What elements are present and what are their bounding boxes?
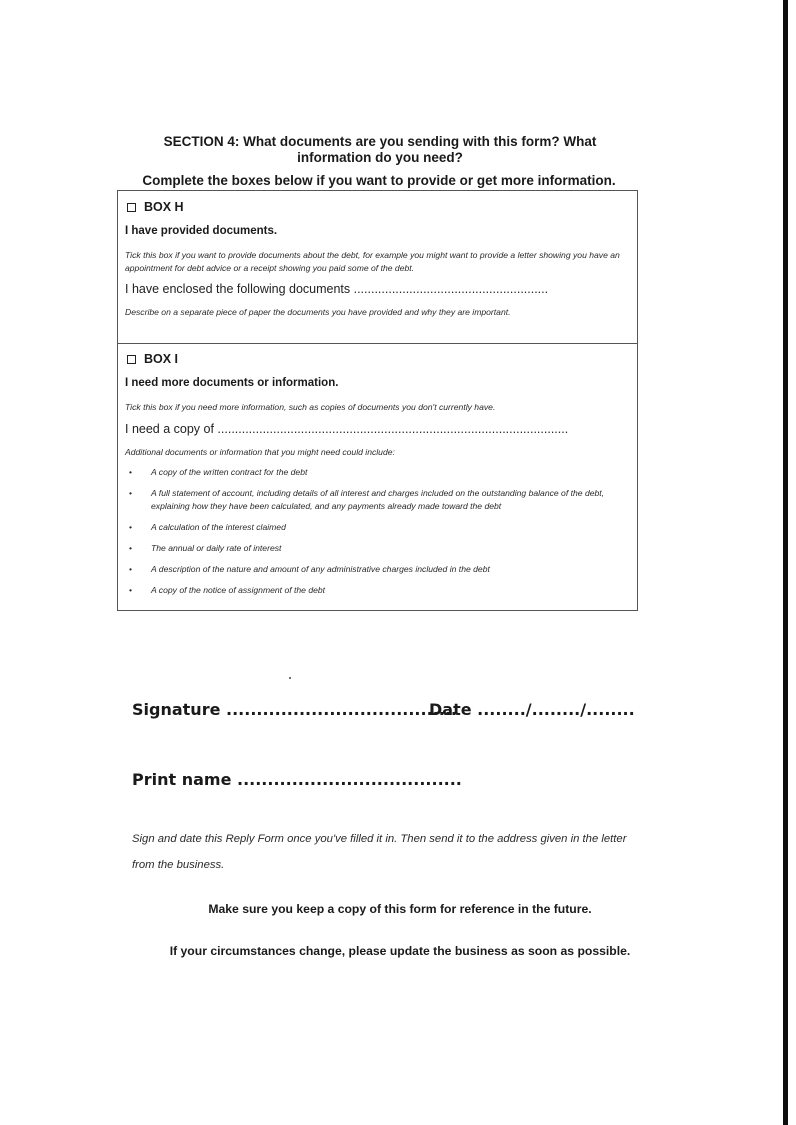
date-field[interactable]: Date ......../......../........ — [429, 700, 635, 719]
list-item — [125, 466, 635, 479]
list-item-text: A description of the nature and amount of any administrative charges included in the debt — [151, 564, 490, 574]
update-note: If your circumstances change, please update the business as soon as possible. — [169, 944, 631, 958]
documents-form-box — [117, 190, 638, 611]
bullet-icon: • — [129, 585, 133, 595]
box-h-heading: I have provided documents. — [125, 225, 278, 237]
list-item — [125, 487, 635, 513]
box-divider — [118, 343, 637, 344]
list-item — [125, 584, 635, 597]
box-i-copy-field[interactable]: I need a copy of ..................................................................................................... — [125, 422, 569, 436]
box-i-heading: I need more documents or information. — [125, 377, 339, 389]
list-item — [125, 521, 635, 534]
bullet-icon: • — [129, 543, 133, 553]
signature-field[interactable]: Signature ...................................... — [132, 700, 457, 719]
list-item-text: A copy of the notice of assignment of the debt — [151, 585, 326, 595]
bullet-icon: • — [129, 564, 133, 574]
box-h-header — [127, 200, 184, 214]
box-i-checkbox[interactable] — [127, 355, 136, 364]
keep-copy-note: Make sure you keep a copy of this form for reference in the future. — [208, 902, 592, 916]
list-item-text: The annual or daily rate of interest — [151, 543, 282, 553]
list-item — [125, 563, 635, 576]
sign-instruction: Sign and date this Reply Form once you've filled it in. Then send it to the address given in the letter from the business. — [132, 833, 627, 871]
box-i-help: Tick this box if you need more information, such as copies of documents you don't currently have. — [125, 402, 496, 412]
box-i-label: BOX I — [144, 352, 179, 366]
scan-speck — [289, 677, 291, 679]
print-name-field[interactable]: Print name ..................................... — [132, 770, 462, 789]
box-h-checkbox[interactable] — [127, 203, 136, 212]
box-h-label: BOX H — [144, 200, 184, 214]
box-i-additional-note: Additional documents or information that you might need could include: — [125, 447, 395, 457]
bullet-icon: • — [129, 488, 133, 498]
section-title: SECTION 4: What documents are you sending with this form? What information do you need? — [163, 134, 597, 165]
box-h-enclosed-field[interactable]: I have enclosed the following documents ........................................................ — [125, 282, 549, 296]
bullet-icon: • — [129, 522, 133, 532]
page-edge-bar — [783, 0, 788, 1125]
list-item — [125, 542, 635, 555]
box-h-help: Tick this box if you want to provide documents about the debt, for example you might want to provide a letter showing you have an appointment for debt advice or a receipt showing you paid some of the debt. — [125, 250, 620, 273]
box-h-describe-note: Describe on a separate piece of paper the documents you have provided and why they are important. — [125, 307, 511, 317]
bullet-icon: • — [129, 467, 133, 477]
box-i-header — [127, 352, 178, 366]
list-item-text: A calculation of the interest claimed — [151, 522, 286, 532]
additional-documents-list — [125, 466, 635, 605]
list-item-text: A full statement of account, including details of all interest and charges included on the outstanding balance of the debt, explaining how they have been calculated, and any payments already made toward the debt — [151, 488, 605, 511]
list-item-text: A copy of the written contract for the debt — [151, 467, 308, 477]
section-subtitle: Complete the boxes below if you want to provide or get more information. — [142, 173, 616, 188]
